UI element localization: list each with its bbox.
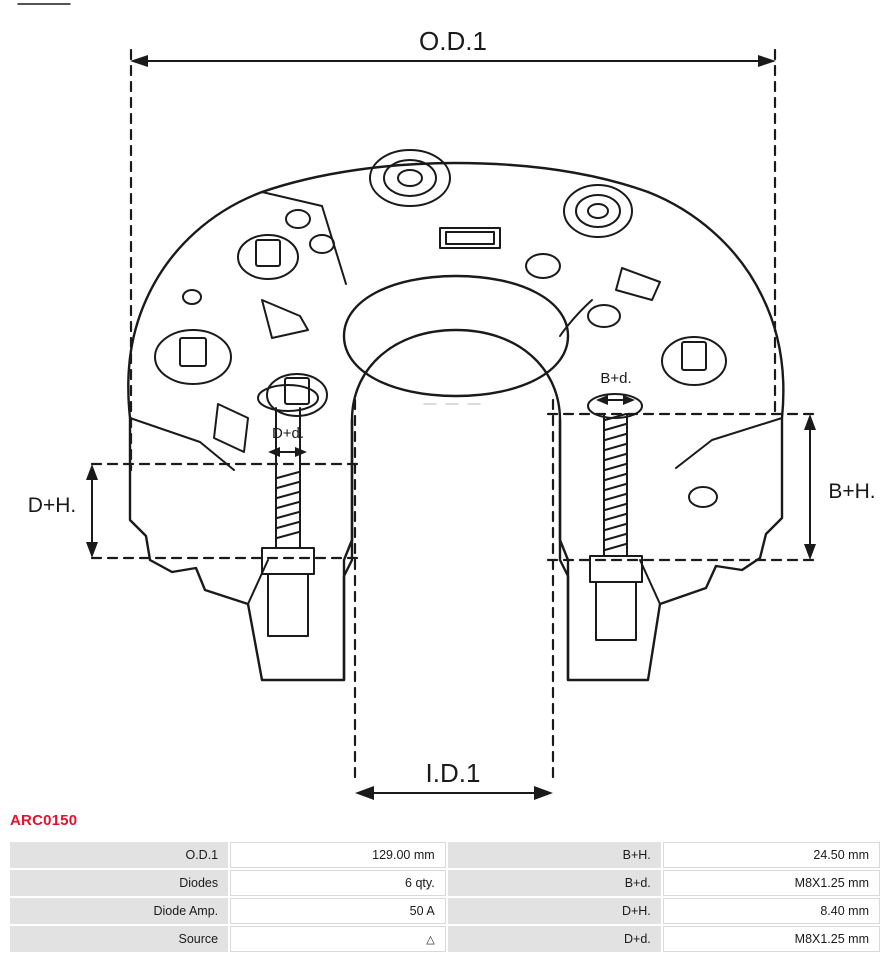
spec-label: B+H. bbox=[448, 842, 661, 868]
bh-extension-lines bbox=[548, 414, 816, 560]
dd-label: D+d. bbox=[271, 425, 305, 442]
bh-dimension-arrow bbox=[804, 414, 816, 560]
spec-value: 24.50 mm bbox=[663, 842, 880, 868]
dd-dimension-arrow bbox=[268, 447, 307, 457]
specifications-table bbox=[8, 840, 882, 954]
d-plus-stud bbox=[258, 385, 318, 636]
id-label: I.D.1 bbox=[425, 758, 481, 788]
dh-dimension-arrow bbox=[86, 464, 98, 558]
spec-label: O.D.1 bbox=[10, 842, 228, 868]
table-row bbox=[10, 842, 880, 868]
spec-label: Diode Amp. bbox=[10, 898, 228, 924]
spec-value: 6 qty. bbox=[230, 870, 446, 896]
spec-label: Diodes bbox=[10, 870, 228, 896]
spec-value: △ bbox=[230, 926, 446, 952]
body-seams bbox=[130, 192, 782, 604]
b-plus-stud bbox=[588, 394, 642, 640]
part-number: ARC0150 bbox=[10, 812, 78, 829]
dh-extension-lines bbox=[92, 464, 360, 558]
dh-label: D+H. bbox=[27, 494, 77, 517]
od-dimension-arrow bbox=[130, 55, 776, 67]
rectifier-body-outline bbox=[128, 163, 783, 680]
spec-value: M8X1.25 mm bbox=[663, 926, 880, 952]
center-hub bbox=[344, 420, 568, 680]
id-extension-lines bbox=[355, 400, 553, 780]
table-row bbox=[10, 926, 880, 952]
bh-label: B+H. bbox=[828, 480, 876, 503]
spec-value: 8.40 mm bbox=[663, 898, 880, 924]
od-label: O.D.1 bbox=[419, 26, 487, 56]
id-dimension-arrow bbox=[355, 786, 553, 800]
table-row bbox=[10, 898, 880, 924]
table-row bbox=[10, 870, 880, 896]
spec-label: D+H. bbox=[448, 898, 661, 924]
od-extension-lines bbox=[131, 50, 775, 470]
spec-value: 129.00 mm bbox=[230, 842, 446, 868]
spec-label: B+d. bbox=[448, 870, 661, 896]
spec-value: 50 A bbox=[230, 898, 446, 924]
spec-value: M8X1.25 mm bbox=[663, 870, 880, 896]
spec-label: Source bbox=[10, 926, 228, 952]
spec-label: D+d. bbox=[448, 926, 661, 952]
bd-label: B+d. bbox=[600, 370, 632, 387]
